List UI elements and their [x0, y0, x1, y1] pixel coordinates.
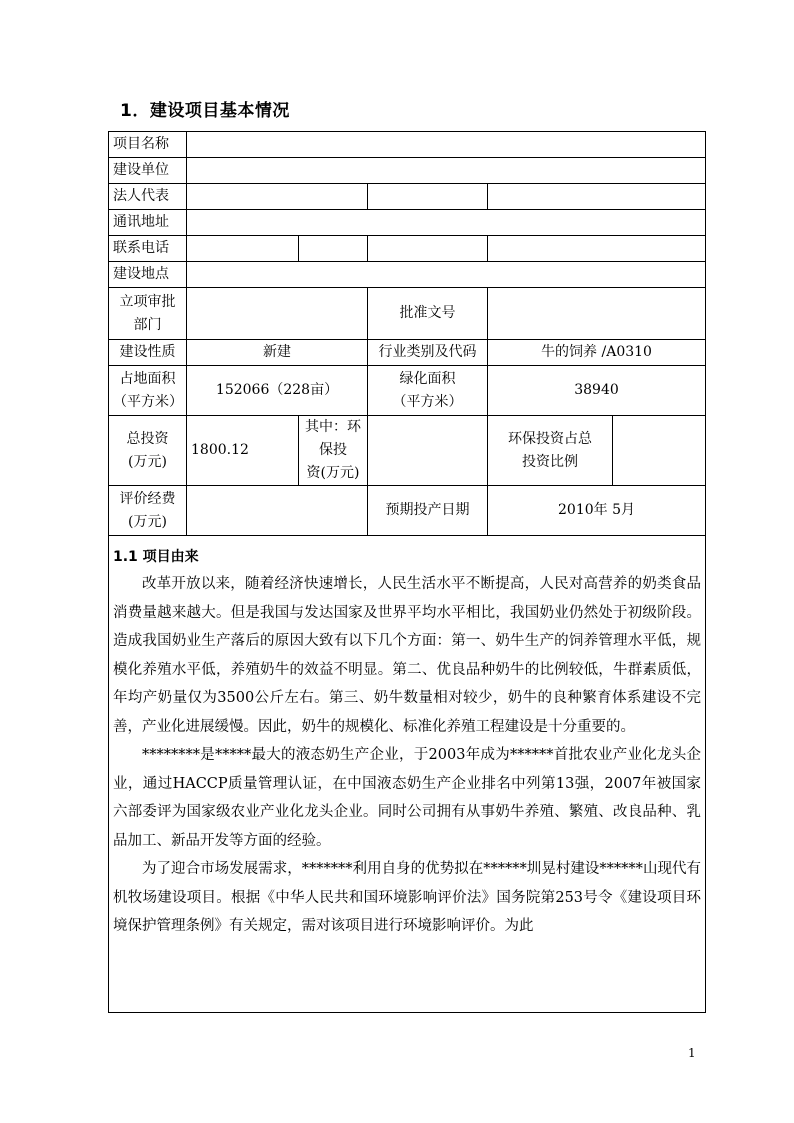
label-env-invest-line2: 资(万元) — [306, 465, 360, 481]
value-invest: 1800.12 — [187, 416, 299, 486]
cell-phone-2 — [299, 236, 368, 262]
label-green-line2: （平方米） — [392, 393, 463, 410]
label-approval-dept-line1: 立项审批 — [119, 293, 176, 310]
label-area — [109, 366, 187, 416]
label-invest — [109, 416, 187, 486]
label-invest-line1: 总投资 — [126, 430, 169, 447]
label-fee — [109, 486, 187, 536]
paragraph-1: 改革开放以来，随着经济快速增长，人民生活水平不断提高，人民对高营养的奶类食品消费量越来越大。但是我国与发达国家及世界平均水平相比，我国奶业仍然处于初级阶段。造成我国奶业生产落后的原因大致有以下几个方面：第一、奶牛生产的饲养管理水平低，规模化养殖水平低，养殖奶牛的效益不明显。第二、优良品种奶牛的比例较低，牛群素质低，年均产奶量仅为3500公斤左右。第三、奶牛数量相对较少，奶牛的良种繁育体系建设不完善，产业化进展缓慢。因此，奶牛的规模化、标准化养殖工程建设是十分重要的。 — [113, 576, 702, 735]
cell-legal-rep-2 — [368, 184, 488, 210]
value-env-ratio — [613, 416, 706, 486]
value-site — [187, 262, 706, 288]
value-area: 152066（228亩） — [187, 366, 368, 416]
label-phone: 联系电话 — [109, 236, 187, 262]
label-env-ratio-line2: 投资比例 — [522, 453, 578, 470]
value-industry: 牛的饲养 /A0310 — [488, 340, 706, 366]
value-legal-rep — [187, 184, 368, 210]
label-date: 预期投产日期 — [368, 486, 488, 536]
value-address — [187, 210, 706, 236]
project-origin-section — [109, 536, 706, 1013]
label-approval-no: 批准文号 — [368, 288, 488, 340]
value-fee — [187, 486, 368, 536]
label-legal-rep: 法人代表 — [109, 184, 187, 210]
label-project-name: 项目名称 — [109, 132, 187, 158]
label-site: 建设地点 — [109, 262, 187, 288]
cell-legal-rep-3 — [488, 184, 706, 210]
label-fee-line1: 评价经费 — [119, 490, 176, 507]
subsection-title: 1.1 项目由来 — [113, 549, 199, 565]
label-industry: 行业类别及代码 — [368, 340, 488, 366]
value-phone — [187, 236, 299, 262]
label-nature: 建设性质 — [109, 340, 187, 366]
value-env-invest — [368, 416, 488, 486]
value-date: 2010年 5月 — [488, 486, 706, 536]
value-green: 38940 — [488, 366, 706, 416]
label-approval-dept-line2: 部门 — [133, 316, 162, 333]
label-invest-line2: (万元) — [128, 453, 167, 470]
value-approval-dept — [187, 288, 368, 340]
label-green — [368, 366, 488, 416]
value-project-name — [187, 132, 706, 158]
label-area-line1: 占地面积 — [119, 370, 176, 387]
value-nature: 新建 — [187, 340, 368, 366]
value-construction-unit — [187, 158, 706, 184]
paragraph-3: 为了迎合市场发展需求，*******利用自身的优势拟在******圳晃村建设******山现代有机牧场建设项目。根据《中华人民共和国环境影响评价法》国务院第253号令《建设项目环境保护管理条例》有关规定，需对该项目进行环境影响评价。为此 — [113, 861, 702, 934]
project-info-table — [108, 131, 706, 1013]
label-env-ratio — [488, 416, 613, 486]
label-env-invest — [299, 416, 368, 486]
label-area-line2: （平方米） — [113, 393, 183, 410]
cell-phone-3 — [368, 236, 488, 262]
section-heading: 1．建设项目基本情况 — [120, 101, 290, 121]
page-number: 1 — [688, 1046, 696, 1060]
value-approval-no — [488, 288, 706, 340]
label-approval-dept — [109, 288, 187, 340]
paragraph-2: ********是*****最大的液态奶生产企业，于2003年成为******首批农业产业化龙头企业，通过HACCP质量管理认证，在中国液态奶生产企业排名中列第13强，2007年被国家六部委评为国家级农业产业化龙头企业。同时公司拥有从事奶牛养殖、繁殖、改良品种、乳品加工、新品开发等方面的经验。 — [113, 747, 702, 849]
cell-phone-4 — [488, 236, 706, 262]
label-address: 通讯地址 — [109, 210, 187, 236]
label-fee-line2: (万元) — [128, 513, 167, 530]
label-green-line1: 绿化面积 — [399, 370, 456, 387]
label-construction-unit: 建设单位 — [109, 158, 187, 184]
label-env-ratio-line1: 环保投资占总 — [508, 430, 592, 447]
label-env-invest-line1: 其中：环保投 — [305, 419, 361, 458]
